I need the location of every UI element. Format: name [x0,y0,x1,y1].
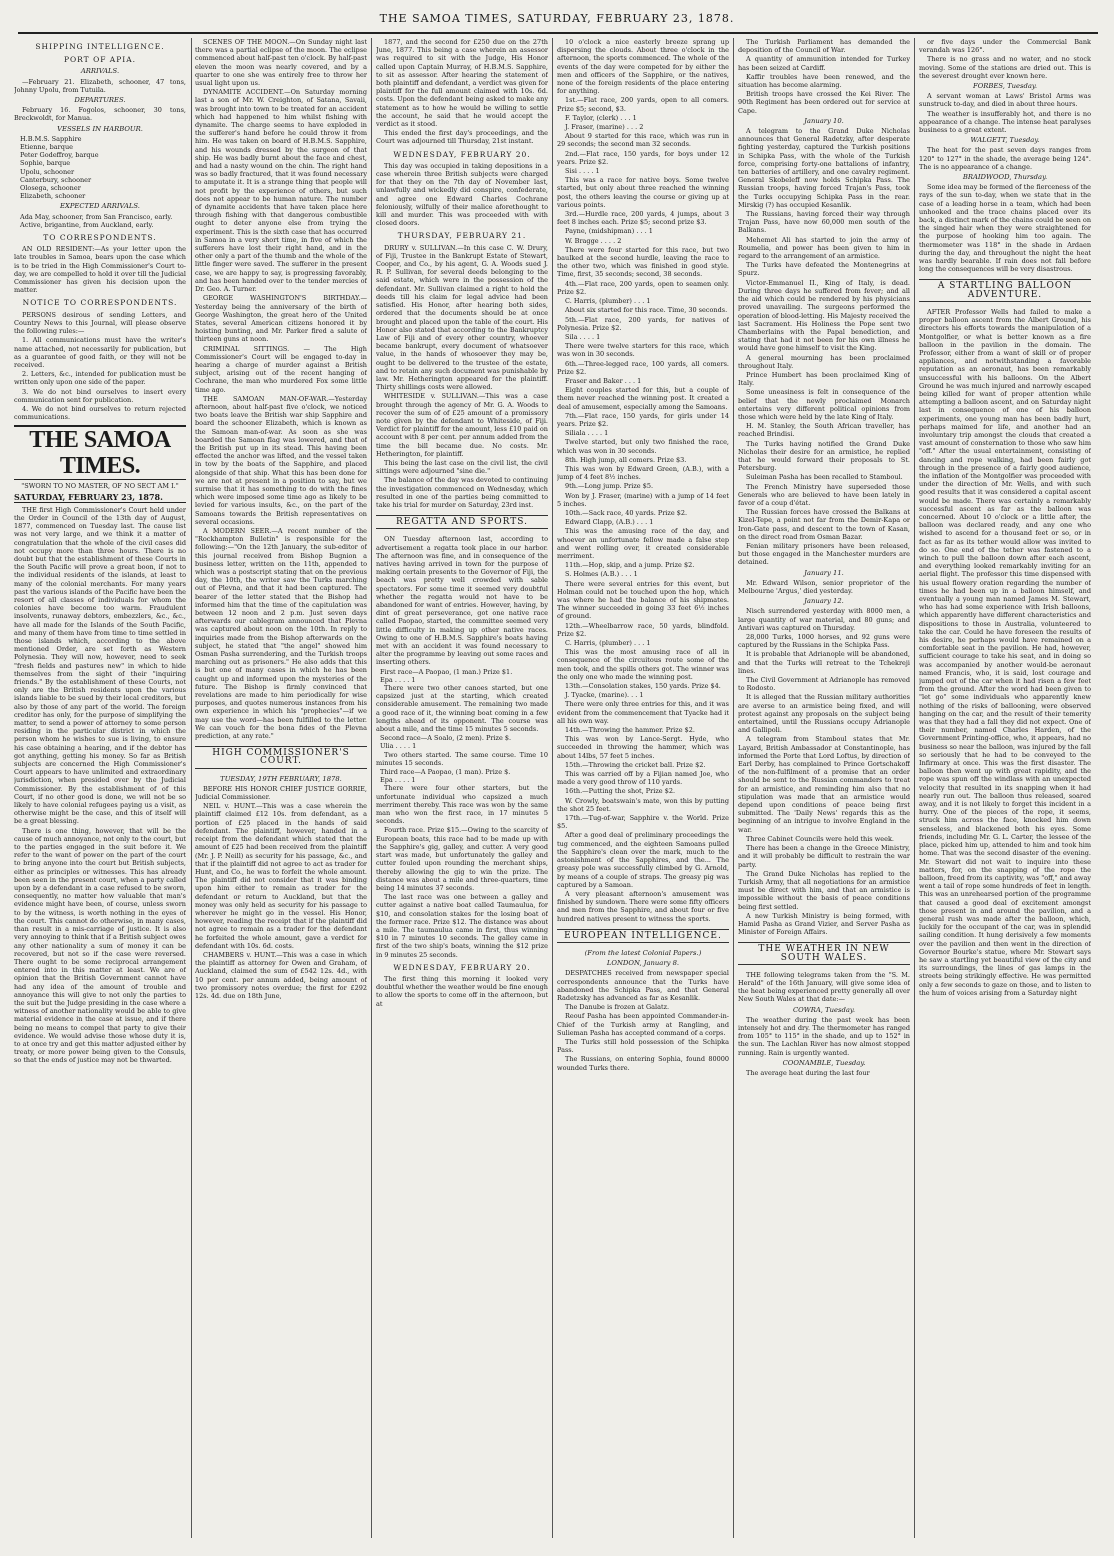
news-item: A quantity of ammunition intended for Turkey has been seized at Cardiff. [738,55,910,72]
column-rule [191,38,192,1538]
article: This being the last case on the civil list, the civil sittings were adjourned "sine die." [376,458,548,476]
braidwood-heading: BRAIDWOOD, Thursday. [962,173,1048,182]
race-result: Epa . . . . 1 [380,776,416,785]
article: GEORGE WASHINGTON'S BIRTHDAY.—Yesterday being the anniversary of the birth of George Washington, the great hero of the United States, several American citizens honored it by hoisting bunting, and Mr. Parker fired a salute of thirteen guns at noon. [195,294,367,344]
sports-result: 4th.—Flat race, 200 yards, open to seamen only. Prize $2. [557,279,729,296]
article: DRURY v. SULLIVAN.—In this case C. W. Drury, of Fiji, Trustee in the Bankrupt Estate of Stewart, Cooper, and Co., by his agent, G. A. Woods sued J. R. P. Sullivan, for several deeds belonging to the said estate, which were in the possession of the defendant. Mr. Sullivan claimed a right to hold the deeds till his claim for legal advice had been satisfied. His Honor, after hearing both sides, ordered that the documents should be at once brought and placed upon the table of the court. His Honor also stated that according to the Bankruptcy Law of Fiji and of every other country, whoever became bankrupt, every document of whatsoever value, in the hands of whosoever they may be, ought to be delivered to the trustee of the estate, and to retain any such document was punishable by law. Mr. Hetherington appeared for the plaintiff. Thirty shillings costs were allowed. [376,243,548,392]
date-jan10: January 10. [804,116,844,125]
arrivals-heading: ARRIVALS. [80,67,120,76]
article: CHAMBERS v. HUNT.—This was a case in which the plaintiff as attorney for Owen and Graham, of Auckland, claimed the sum of £542 12s. 4d., with 10 per cent. per annum added, being amount of two promissory notes overdue; the first for £292 12s. 4d. due on 18th June, [195,950,367,1000]
sports-result: Won by J. Fraser, (marine) with a jump of 14 feet 5 inches. [557,491,729,508]
sports-result: 7th.—Flat race, 150 yards, for girls under 14 years. Prize $2. [557,411,729,428]
sports-result: 15th.—Throwing the cricket ball. Prize $2. [565,760,706,769]
article: DESPATCHES received from newspaper special correspondents announce that the Turks have abandoned the Schipka Pass, and that General Radetzsky has advanced as far as Kesanlik. [557,969,729,1002]
column-1 [14,38,186,1538]
article: The heat for the past seven days ranges from 120° to 127° in the shade, the average being 124°. The is no appearance of a change. [919,146,1091,171]
sports-result: Sila . . . . 1 [565,332,601,341]
notice-text: PERSONS desirous of sending Letters, and Country News to this Journal, will please observe the following rules:— [14,310,186,336]
news-item: 28,000 Turks, 1000 horses, and 92 guns were captured by the Russians in the Schipka Pass. [738,633,910,650]
vessel-item: Peter Godeffroy, barque [20,151,99,160]
departures-heading: DEPARTURES. [74,96,126,105]
sports-result: Sisi . . . . 1 [565,167,600,176]
article: CRIMINAL SITTINGS. — The High Commissioner's Court will be engaged to-day in hearing a charge of murder against a British subject, arising out of the recent hanging of Cochrane, the man who murdered Fox some little time ago. [195,344,367,394]
article: AFTER Professor Wells had failed to make a proper balloon ascent from the Albert Ground, his directors his efforts towards the manipulation of a Montgolfier, or what is better known as a fire balloon in the pavilion in the domain. The Professor, either from a want of skill or of proper appliances, and notwithstanding a favorable reputation as an aeronaut, has been remarkably unsuccessful with his balloons. On the Albert Ground he was much injured and narrowly escaped being killed for want of proper attention while attempting a balloon ascent, and on Saturday night last in consequence of one of his balloon experiments, one young man has been badly hurt, perhaps maimed for life, and another had an involuntary trip amongst the clouds that created a vast amount of consternation to those who saw him "off." After the usual entertainment, consisting of dancing and rope walking, had been fairly got through in the presence of a fairly good audience, the inflation of the Montgolfier was proceeded with under the direction of Mr. Wells, and with such good results that it was considered a capital ascent would be made. There was certainly a remarkably successful ascent as far as the balloon was concerned. About 10 o'clock or a little after, the balloon was declared ready, and any one who wished to ascend for a thousand feet or so, or in fact as far as its tether would allow was invited to do so. One end of the tether was fastened to a winch to pull the balloon down after each ascent, and everything looked remarkably inviting for an aerial flight. The professor this time dispensed with his usual flowery oration regarding the number of times he had been up in a balloon himself, and eventually a young man named James M. Stewart, who has had some experience with Irish balloons, which apparently have different characteristics and dispositions to those in Australia, volunteered to take the car. Could he have foreseen the results of his desire, he perhaps would have remained on a comfortable seat in the pavilion. He had, however, sufficient courage to take his seat, and in doing so was accompanied by another would-be aeronaut named Francis, who, it is said, lost courage and jumped out of the car when it had risen a few feet from the ground. After the word had been given to "let go" some individuals who apparently knew nothing of the risks of ballooning, were observed hanging on the car, and the result of their temerity was that they had a fall they did not expect. One of their number, named Charles Harden, of the Government Printing-office, who, it appears, had no business so near the balloon, was injured by the fall so seriously that he had to be conveyed to the Infirmary at once. This was the first disaster. The balloon then went up with great rapidity, and the rope was spun off the windlass with an unexpected velocity that resulted in its snapping when it had nearly run out. The balloon thus released, soared away, and it is not likely to forget this incident in a hurry. One of the pieces of the rope, it seems, struck him across the face, knocked him down senseless, and blackened both his eyes. Some friends, including Mr. G. L. Carter, the lessee of the place, picked him up, attended to him and took him home. That was the second disaster of the evening. Mr. Stewart did not wait to inquire into these matters, for, on the snapping of the rope the balloon, freed from its captivity, was "off," and away went a tail of rope some hundreds of feet in length. This was an unrehearsed portion of the programme that caused a good deal of excitement amongst those present in and around the pavilion, and a general rush was made after the balloon, which, luckily for the occupant of the car, was in splendid sailing condition. It hung derisively a few moments over the pavilion and then went in the direction of Governor Bourke's statue, where Mr. Stewart says he saw a startling yet beautiful view of the city and its surroundings, the lines of gas lamps in the streets being strikingly effective. He was permitted only a few seconds to gaze on those, and to listen to the hum of voices arising from a Saturday night [919,307,1091,997]
article: The weather during the past week has been intensely hot and dry. The thermometer has ranged from 105° to 115° in the shade, and up to 152° in the sun. The Lachlan River has now almost stopped running. Rain is urgently wanted. [738,1015,910,1057]
balloon-heading: A STARTLING BALLOON ADVENTURE. [919,279,1091,301]
sports-result: 5th.—Flat race, 200 yards, for natives of Polynesia. Prize $2. [557,315,729,332]
article: SCENES OF THE MOON.—On Sunday night last there was a partial eclipse of the moon. The eclipse commenced about half-past ten o'clock. By half-past eleven the moon was nearly covered, and by a quarter to one she was entirely free to throw her usual light upon us. [195,38,367,88]
correspondents-heading: TO CORRESPONDENTS. [43,233,157,243]
article: ON Tuesday afternoon last, according to advertisement a regatta took place in our harbor. The afternoon was fine, and in consequence of the natives having arrived in town for the purpose of making certain presents to the Governor of Fiji, the beach was pretty well crowded with sable spectators. For some time it seemed very doubtful whether the regatta would not have to be abandoned for want of entries. However, having, by dint of great perseverance, got one native race called Paopao, started, the committee seemed very little difficulty in making up other native races. Owing to one of H.B.M.S. Sapphire's boats having met with an accident it was found necessary to alter the programme by leaving out some races and inserting others. [376,535,548,667]
expected-item: Ada May, schooner, from San Francisco, early. [20,212,173,221]
court-date: TUESDAY, 19TH FEBRUARY, 1878. [220,774,342,783]
sports-result: Edward Clapp, (A.B.) . . . 1 [565,518,654,527]
column-rule [371,38,372,1538]
race-result: Epa . . . . 1 [380,675,416,684]
news-item: The French Ministry have superseded those Generals who are believed to have been lately in favor of a coup d'état. [738,482,910,507]
article: NEIL v. HUNT.—This was a case wherein the plaintiff claimed £12 10s. from defendant, as a portion of £25 placed in the hands of said defendant. The plaintiff, however, handed in a receipt from the defendant which stated that the amount of £25 had been received from the plaintiff (Mr. J. P. Neill) as security for his passage, &c., and that if the plaintiff did not agree to act as trader for Hunt, and Co., he was to forfeit the whole amount. The plaintiff did not consider that it was binding upon him either to remain as trader for the defendant or return to Auckland, but that the money was only held as security for his passage to wherever he might go in the vessel. His Honor, however, reading the receipt that if the plaintiff did not agree to remain as a trader for the defendant he forfeited the whole amount, gave a verdict for defendant with 10s. 6d. costs. [195,802,367,950]
forbes-heading: FORBES, Tuesday. [972,82,1038,91]
race-result: Ulia . . . . 1 [380,742,417,751]
walgett-heading: WALGETT, Tuesday. [970,136,1040,145]
notice-rule: 1. All communications must have the writer's name attached, not necessarily for publication, but as a guarantee of good faith, or they will not be received. [14,336,186,369]
sports-result: There were only three entries for this, and it was evident from the commencement that Tyacke had it all his own way. [557,700,729,725]
sports-result: J. Tyacke, (marine). . . 1 [565,691,644,700]
vessel-item: H.B.M.S. Sapphire [20,134,82,143]
correspondents-text: AN OLD RESIDENT:—As your letter upon the late troubles in Samoa, bears upon the case which is to be tried in the High Commissioner's Court to-day, we are compelled to hold it over till the Judicial Commissioner has given his decision upon the matter. [14,245,186,295]
news-items [738,607,910,936]
sports-result: 11th.—Hop, skip, and a jump. Prize $2. [565,561,695,570]
news-item: H. M. Stanley, the South African traveller, has reached Brindisi. [738,422,910,439]
date-jan12: January 12. [804,597,844,606]
article: A servant woman at Laws' Bristol Arms was sunstruck to-day, and died in about three hours. [919,92,1091,109]
news-item: The Turkish Parliament has demanded the deposition of the Council of War. [738,38,910,55]
date-jan11: January 11. [804,568,844,577]
sports-result: 10th.—Sack race, 40 yards. Prize $2. [565,508,688,517]
masthead: THE SAMOA TIMES, SATURDAY, FEBRUARY 23, 1878. [379,12,735,25]
sports-result: J. Fraser, (marine) . . . 2 [565,123,644,132]
court-heading: HIGH COMMISSIONER'S COURT. [195,746,367,768]
article: The last race was one between a galley and cutter against a native boat called Taumaulua, for $10, and consolation stakes for the losing boat of the former race. Prize $12. The distance was about a mile. The taumaulua came in first, thus winning $10 in 7 minutes 10 seconds. The galley came in first of the two ship's boats, winning the $12 prize in 9 minutes 25 seconds. [376,893,548,959]
news-item: It is alleged that the Russian military authorities are averse to an armistice being fixed, and will protest against any proposals on the subject being entertained, until the Russians occupy Adrianople and Gallipoli. [738,693,910,735]
article: 10 o'clock a nice easterly breeze sprang up dispersing the clouds. About three o'clock in the afternoon, the sports commenced. The whole of the events of the day were competed for by either the men and officers of the Sapphire, or the natives, none of the foreign residents of the place entering for anything. [557,38,729,96]
news-item: A general mourning has been proclaimed throughout Italy. [738,353,910,370]
vessels-heading: VESSELS IN HARBOUR. [57,124,143,133]
sports-result: 14th.—Throwing the hammer. Prize $2. [565,726,695,735]
column-4 [557,38,729,1538]
leader-article-2: There is one thing, however, that will be the cause of much annoyance, not only to the court, but to the parties engaged in the suit before it. We refer to the want of power on the part of the court to bring anyone into the court but British subjects, either as principles or witnesses. This has already been seen in the present court, when a party called upon by a defendant in a case refused to be sworn, consequently, no matter how valuable that man's evidence might have been, of course, unless sworn to by the witness, is worth nothing in the eyes of the court. This cannot do otherwise, in many cases, than result in a mis-carriage of justice. It is also very annoying to think that if a British subject owes any other nationality a sum of money it can be recovered, but not so if the case were reversed. There ought to be some reciprocal arrangement entered into in this matter at least. We are of opinion that the British Government cannot have had any idea of the amount of trouble and annoyance this will give to not only the parties to the suit but the Judge presiding in the case where a witness of another nationality would be able to give material evidence in the case at issue, and if there being no means to compel that party to give their evidence. We would advise those whose duty it is, to at once try and get this matter adjusted either by treaty, or more power being given to the Consuls, so that the ends of justice may not be thwarted. [14,826,186,1065]
vessel-item: Upolu, schooner [20,167,75,176]
sports-result: C. Harris, (plumber) . . . 1 [565,639,651,648]
sports-result: About 9 started for this race, which was run in 29 seconds; the second man 32 seconds. [557,132,729,149]
news-item: Kaffir troubles have been renewed, and the situation has become alarming. [738,72,910,90]
news-item: Mehemet Ali has started to join the army of Roumelia, and power has been given to him in regard to the arrangement of an armistice. [738,235,910,261]
wednesday-heading-2: WEDNESDAY, FEBRUARY 20. [393,962,531,972]
sports-results [557,96,729,922]
notice-heading: NOTICE TO CORRESPONDENTS. [22,298,178,308]
news-items [738,127,910,567]
paper-motto: "SWORN TO NO MASTER, OF NO SECT AM I." [21,482,179,491]
column-6 [919,38,1091,1538]
cowra-heading: COWRA, Tuesday. [792,1005,856,1014]
news-item: The Turks having notified the Grand Duke Nicholas their desire for an armistice, he replied that he would forward their proposals to St. Petersburg. [738,439,910,473]
sports-result: S. Holmes (A.B.) . . . 1 [565,570,638,579]
court-before: BEFORE HIS HONOR CHIEF JUSTICE GORRIE, Judicial Commissioner. [195,784,367,802]
sports-result: Siliala . . . . 1 [565,429,609,438]
shipping-heading: SHIPPING INTELLIGENCE. [35,42,165,51]
sports-result: W. Crowly, boatswain's mate, won this by putting the shot 25 feet. [557,796,729,813]
news-item: Three Cabinet Councils were held this week. [746,834,894,843]
news-item: There has been a change in the Greece Ministry, and it will probably be difficult to restrain the war party. [738,844,910,869]
thursday-heading: THURSDAY, FEBRUARY 21. [397,231,527,241]
article: Some idea may be formed of the fierceness of the rays of the sun to-day, when we state that in the case of a leading horse in a team, which had been unhooked and the trace chains placed over its back, a distinct mark of the chains could be seen on the singed hair when they were straightened for the purpose of hooking him too again. The thermometer was 118° in the shade in Ardaen during the day, and throughout the night the heat was hardly bearable. If rain does not fall before long the consequences will be very disastrous. [919,183,1091,274]
article: There is no grass and no water, and no stock moving. Some of the stations are dried out. This is the severest drought ever known here. [919,55,1091,80]
news-item: Prince Humbert has been proclaimed King of Italy. [738,370,910,388]
sports-result: There were four started for this race, but two baulked at the second hurdle, leaving the race to the other two, which was finished in good style. Time, first, 35 seconds; second, 38 seconds. [557,245,729,279]
news-item: Victor-Emmanuel II., King of Italy, is dead. During three days he suffered from fever; and all the aid which could be rendered by his physicians proved unavailing. The surgeons performed the operation of blood-letting. His Majesty received the last Sacrament. His Holiness the Pope sent two Chamberlains with the Papal benediction, and stating that had it not been for his own illness he would have gone himself to visit the King. [738,278,910,353]
news-item: The Grand Duke Nicholas has replied to the Turkish Army, that all negotiations for an armistice must be direct with him, and that an armistice is impossible without the basis of peace conditions being first settled. [738,869,910,911]
vessel-item: Sophie, barque [20,159,71,168]
column-rule [733,38,734,1538]
sports-result: About six started for this race. Time, 30 seconds. [565,306,728,315]
race-line: Third race—A Paopao, (1 man). Prize $. [380,768,511,777]
european-date: LONDON, January 8. [606,959,680,968]
sports-result: There were twelve starters for this race, which was won in 30 seconds. [557,342,729,359]
news-item: Nisch surrendered yesterday with 8000 men, a large quantity of war material, and 80 guns; and Antivari was captured on Thursday. [738,607,910,632]
masthead-rule [18,32,1098,34]
article: THE following telegrams taken from the "S. M. Herald" of the 16th January, will give some idea of the heat being experienced pretty generally all over New South Wales at that date:— [738,970,910,1004]
sports-result: Eight couples started for this, but a couple of them never reached the winning post. It created a deal of amusement, especially among the Samoans. [557,386,729,411]
article: Two others started. The same course. Time 10 minutes 15 seconds. [376,750,548,767]
sports-result: 2nd.—Flat race, 150 yards, for boys under 12 years. Prize $2. [557,149,729,166]
vessel-item: Elizabeth, schooner [20,192,86,201]
article: There were four other starters, but the unfortunate individual who capsized a much merriment thereby. This race was won by the same man who won the first race, in 17 minutes 5 seconds. [376,784,548,826]
sports-result: This was the most amusing race of all in consequence of the circuitous route some of the men took, and the spills others got. The winner was the only one who made the winning post. [557,648,729,681]
notice-rule: 4. We do not bind ourselves to return rejected communications. [14,404,186,422]
weather-heading: THE WEATHER IN NEW SOUTH WALES. [738,942,910,964]
european-sub: (From the latest Colonial Papers.) [584,948,702,957]
sports-result: This was won by Lance-Sergt. Hyde, who succeeded in throwing the hammer, which was about 14lbs, 57 feet 5 inches. [557,735,729,760]
column-3 [376,38,548,1538]
arrivals-text: —February 21. Elizabeth, schooner, 47 tons, Johnny Upolu, from Tutuila. [14,77,186,94]
sports-result: C. Harris, (plumber) . . . 1 [565,297,651,306]
race-line: Second race—A Soalo, (2 men). Prize $. [380,734,512,743]
article: A MODERN SEER.—A recent number of the "Rockhampton Bulletin" is responsible for the following:—"On the 12th January, the sub-editor of this journal received from Bishop Bugnion a business letter, written on the 11th, appended to which was a postscript stating that on the previous day, the 10th, the writer saw the Turks marching out of Plevna, and that it had been captured. The bearer of the letter stated that the Bishop had informed him that the time of the capitulation was between 12 noon and 2 p.m. Just seven days afterwards our cablegram announced that Plevna was captured about noon on the 10th. In reply to inquiries made from the Bishop afterwards on the subject, he stated that "the angel" showed him Osman Pasha surrendering, and the Turkish troops marching out as prisoners." He also adds that this is but one of many cases in which he has been caught up and informed upon the mysteries of the future. The Bishop is firmly convinced that revelations are made to him periodically for wise purposes, and quotes numerous instances from his own experience in which his "prophecies"—if we may use the word—has been fulfilled to the letter. We can vouch for the bona fides of the Plevna prediction, at any rate." [195,526,367,741]
news-item: Suleiman Pasha has been recalled to Stamboul. [746,473,903,482]
news-item: A telegram from Stamboul states that Mr. Layard, British Ambassador at Constantinople, has informed the Porte that Lord Loftus, by direction of Earl Derby, has complained to Prince Gortschakoff of the non-fulfilment of a promise that an order should be sent to the Russian commanders to treat for an armistice, and reminding him also that no stipulation was made that an armistice would depend upon conditions of peace being first submitted. The 'Daily News' regards this as the beginning of an intrigue to involve England in the war. [738,735,910,834]
article: The balance of the day was devoted to continuing the investigation commenced on Wednesday, which resulted in one of the parties being committed to take his trial for murder on Saturday, 23rd inst. [376,476,548,509]
news-item: Fenian military prisoners have been released, but those engaged in the Manchester murders are detained. [738,541,910,567]
article: or five days under the Commercial Bank verandah was 126°. [919,38,1091,55]
vessel-item: Canterbury, schooner [20,175,92,184]
sports-result: This was the amusing race of the day, and whoever an unfortunate fellow made a false step and went rolling over, it created considerable merriment. [557,527,729,560]
sports-result: W. Bragge . . . . 2 [565,236,622,245]
news-item: It is probable that Adrianople will be abandoned, and that the Turks will retreat to the Tchekreji lines. [738,650,910,675]
article: THE SAMOAN MAN-OF-WAR.—Yesterday afternoon, about half-past five o'clock, we noticed two boats leave the British war ship Sapphire and board the schooner Elizabeth, which is known as the Samoan man-of-war. As soon as she was boarded the Samoan flag was lowered, and that of the British put up in its stead. This having been effected the anchor was lifted, and the vessel taken in tow by the boats of the Sapphire, and placed alongside of that ship. What this has been done for we are not at present in a position to say, but we surmise that it has something to do with the fines which were imposed some time ago as likely to be levied for various insults, &c., on the part of the Samoans towards the British representatives on several occasions. [195,394,367,526]
notice-rule: 2. Letters, &c., intended for publication must be written only upon one side of the paper. [14,370,186,387]
article: WHITESIDE v. SULLIVAN.—This was a case brought through the agency of Mr. G. A. Woods to recover the sum of of £25 amount of a promissory note given by the defendant to Whiteside, of Fiji. Verdict for plaintiff for the amount, less £10 paid on account with 8 per cent. per annum added from the time the bill became due. No costs. Mr. Hetherington, for plaintiff. [376,392,548,458]
news-item: The Turks have defeated the Montenegrins at Spurz. [738,261,910,278]
regatta-heading: REGATTA AND SPORTS. [376,515,548,529]
departures-text: February 16. Fogolos, schooner, 30 tons, Breckwoldt, for Manua. [14,106,186,123]
news-item: A new Turkish Ministry is being formed, with Hamid Pasha as Grand Vizier, and Server Pasha as Minister of Foreign Affairs. [738,911,910,937]
news-item: The Civil Government at Adrianople has removed to Rodosto. [738,676,910,693]
sports-result: F. Taylor, (clerk) . . . 1 [565,113,637,122]
article: Fourth race. Prize $15.—Owing to the scarcity of European boats, this race had to be made up with the Sapphire's gig, galley, and cutter. A very good start was made, but unfortunately the galley and cutter fouled upon rounding the merchant ships, thereby allowing the gig to win the prize. The distance was about a mile and three-quarters, time being 14 minutes 37 seconds. [376,826,548,892]
leader-article: THE first High Commissioner's Court held under the Order in Council of the 13th day of August, 1877, commenced on Tuesday last. The cause list was not very large, and we think it a matter of congratulation that the whole of the civil cases did not occupy more than three hours. There is no doubt but that the establishment of these Courts in the South Pacific will prove a great boon, if not to the individual residents of the islands, at least to many of the colonial merchants. For many years past the various islands of the Pacific have been the resort of all classes of individuals for whom the colonies have become too warm. Fraudulent insolvents, runaway debtors, embezzlers, &c., &c., have all made for the Islands of the South Pacific, and many of them have from time to time settled in those islands which, according to the above mentioned Order, are set forth as Western Polynesia. They will now, however, need to seek "fresh fields and pastures new" in which to hide themselves from the sight of their "inquiring friends." By the establishment of these Courts, not only are the British residents upon the various islands liable to be sued by their local creditors, but also by those of any part of the world. The foreign creditor has only, for the purpose of simplifying the matter, to send a power of attorney to some person residing in the particular district in which the person whom he wishes to sue is living, to ensure his case obtaining a hearing, and if the debtor has got anything, getting his money. So far as British subjects are concerned the High Commissioner's Court appears to have unlimited and extraordinary jurisdiction, when presided over by the Judicial Commissioner. By the establishment of of this Court, if no other good is done, we will not be so likely to have colonial refugees paying us a visit, as otherwise might be the case, and this of itself will be a great blessing. [14,505,186,826]
article: There were two other canoes started, but one capsized just at the starting, which created considerable amusement. The remaining two made a good race of it, the winning boat coming in a few lengths ahead of its opponent. The course was about a mile, and the time 15 minutes 5 seconds. [376,684,548,734]
vessel-item: Etienne, barque [20,143,73,152]
sports-result: 6th.—Three-legged race, 100 yards, all comers. Prize $2. [557,359,729,376]
news-item: A telegram to the Grand Duke Nicholas announces that General Radetzky, after desperate fighting yesterday, captured the Turkish positions in Schipka Pass, with the whole of the Turkish force, comprising forty-one battalions of infantry, ten batteries of artillery, and one cavalry regiment. General Skobeleff now holds Schipka Pass. The Russian troops, having forced Trajan's Pass, took the Turks occupying Schipka Pass in the rear. Mirskig (?) has occupied Kesanlik. [738,127,910,209]
sports-result: 17th.—Tug-of-war, Sapphire v. the World. Prize $5. [557,814,729,831]
news-item: Mr. Edward Wilson, senior proprietor of the Melbourne 'Argus,' died yesterday. [738,578,910,595]
sports-result: 9th.—Long jump. Prize $5. [565,482,654,491]
article: The average heat during the last four [746,1068,870,1077]
sports-result: After a good deal of preliminary proceedings the tug commenced, and the eighteen Samoans pulled the Sapphire's clean over the mark, much to the astonishment of the Sapphires, and the... The greasy pole was successfully climbed by G. Arnold, by means of a couple of straps. The greasy pig was captured by a Samoan. [557,831,729,889]
article: The Russians, on entering Sophia, found 80000 wounded Turks there. [557,1055,729,1072]
sports-result: 8th. High jump, all comers. Prize $3. [565,455,687,464]
coonamble-heading: COONAMBLE, Tuesday. [782,1058,866,1067]
article: The weather is insufferably hot, and there is no appearance of a change. The intense heat paralyses business to a great extent. [919,109,1091,135]
sports-result: 12th.—Wheelbarrow race, 50 yards, blindfold. Prize $2. [557,621,729,638]
news-item: British troops have crossed the Kei River. The 90th Regiment has been ordered out for service at Cape. [738,90,910,115]
article: This ended the first day's proceedings, and the Court was adjourned till Thursday, 21st instant. [376,129,548,146]
sports-result: This was won by Edward Green, (A.B.), with a jump of 4 feet 8½ inches. [557,464,729,482]
column-rule [552,38,553,1538]
article: DYNAMITE ACCIDENT.—On Saturday morning last a son of Mr. W. Creighton, of Satana, Savaii, was brought into town to be treated for an accident which had happened to him whilst fishing with dynamite. The charge seems to have exploded in the sufferer's hand before he could throw it from him. He was taken on board of H.B.M.S. Sapphire, and his wounds dressed by the surgeon of that ship. He was badly burnt about the face and chest, and had a nasty wound on the chin. The right hand was so badly fractured, that it was found necessary to amputate it. It is a strange thing that people will not profit by the experience of others, but such does not appear to be human nature. The number of dynamite accidents that have taken place here through fishing with that dangerous combustible ought to deter anyone else from trying the experiment. This is the sixth case that has occurred in Samoa in a very short time, in five of which the sufferers have lost their right hand, and in the other only a part of the thumb and the whole of the little finger were saved. The sufferer in the present case, we are happy to say, is progressing favorably, and has been handed over to the tender mercies of Dr. Geo. A. Turner. [195,88,367,294]
wednesday-heading: WEDNESDAY, FEBRUARY 20. [393,149,531,159]
sports-result: Payne, (midshipman) . . . 1 [565,227,653,236]
paper-date: SATURDAY, FEBRUARY 23, 1878. [14,493,186,503]
european-heading: EUROPEAN INTELLIGENCE. [557,929,729,943]
news-item: The Russian forces have crossed the Balkans at Kizel-Tepe, a point not far from the Demir-Kapa or Iron-Gate pass, and descent to the town of Kasan, on the direct road from Osman Bazar. [738,508,910,541]
article: The Danube is frozen at Galatz. [565,1003,670,1012]
article: The first thing this morning it looked very doubtful whether the weather would be fine enough to allow the sports to come off in the afternoon, but at [376,974,548,1008]
sports-result: This was a race for native boys. Some twelve started, but only about three reached the winning post, the others leaving the course or giving up at various points. [557,176,729,209]
article: 1877, and the second for £250 due on the 27th June, 1877. This being a case wherein an assessor was required to sit with the Judge, His Honor called upon Captain Murray, of H.B.M.S. Sapphire, to sit as assessor. After hearing the statement of both plaintiff and defendant, a verdict was given for plaintiff for the full amount claimed with 10s. 6d. costs. Upon the defendant being asked to make any statement as to how he would be willing to settle the account, he said that he would accept the verdict as it stood. [376,38,548,129]
article: This day was occupied in taking depositions in a case wherein three British subjects were charged for that they on the 7th day of November last, unlawfully and wickedly did conspire, confederate, and agree one Edward Charles Cochrane feloniously, wilfully of their malice aforethought to kill and murder. This was proceeded with with closed doors. [376,161,548,228]
vessel-item: Olosega, schooner [20,184,81,193]
paper-title: THE SAMOA TIMES. [14,425,186,480]
sports-result: 1st.—Flat race, 200 yards, open to all comers. Prize $5; second, $3. [557,96,729,113]
news-items [738,579,910,595]
article: Reouf Pasha has been appointed Commander-in-Chief of the Turkish army at Rangling, and Sulieman Pasha has accepted command of a corps. [557,1012,729,1037]
sports-result: 13th.—Consolation stakes, 150 yards. Prize $4. [565,682,721,691]
sports-result: A very pleasant afternoon's amusement was finished by sundown. There were some fifty officers and men from the Sapphire, and about four or five hundred natives present to witness the sports. [557,889,729,923]
sports-result: There were several entries for this event, but Holman could not be touched upon the hop, which was where he had the balance of his shipmates. The winner succeeded in going 33 feet 6½ inches of ground. [557,579,729,621]
sports-result: 16th.—Putting the shot, Prize $2. [565,787,676,796]
news-item: Some uneasiness is felt in consequence of the belief that the newly proclaimed Monarch entertains very different political opinions from those which were held by the late King of Italy. [738,388,910,421]
port-heading: PORT OF APIA. [63,55,137,65]
sports-result: Twelve started, but only two finished the race, which was won in 30 seconds. [557,438,729,455]
news-items [738,38,910,115]
column-5 [738,38,910,1538]
notice-rule: 3. We do not bind ourselves to insert every communication sent for publication. [14,387,186,404]
article: The Turks still hold possession of the Schipka Pass. [557,1037,729,1055]
sports-result: Fraser and Baker . . . 1 [565,376,642,385]
sports-result: 3rd.—Hurdle race, 200 yards, 4 jumps, about 3 feet 8 inches each. Prize $5; second prize $3. [557,210,729,227]
expected-item: Active, brigantine, from Auckland, early. [20,220,154,229]
expected-heading: EXPECTED ARRIVALS. [60,202,140,211]
sports-result: This was carried off by a Fijian named Joe, who made a very good throw of 110 yards. [557,770,729,787]
news-item: The Russians, having forced their way through Trajan Pass, have now 60,000 men south of the Balkans. [738,210,910,235]
race-line: First race—A Paopao, (1 man.) Prize $1. [380,667,513,676]
column-rule [914,38,915,1538]
column-2 [195,38,367,1538]
